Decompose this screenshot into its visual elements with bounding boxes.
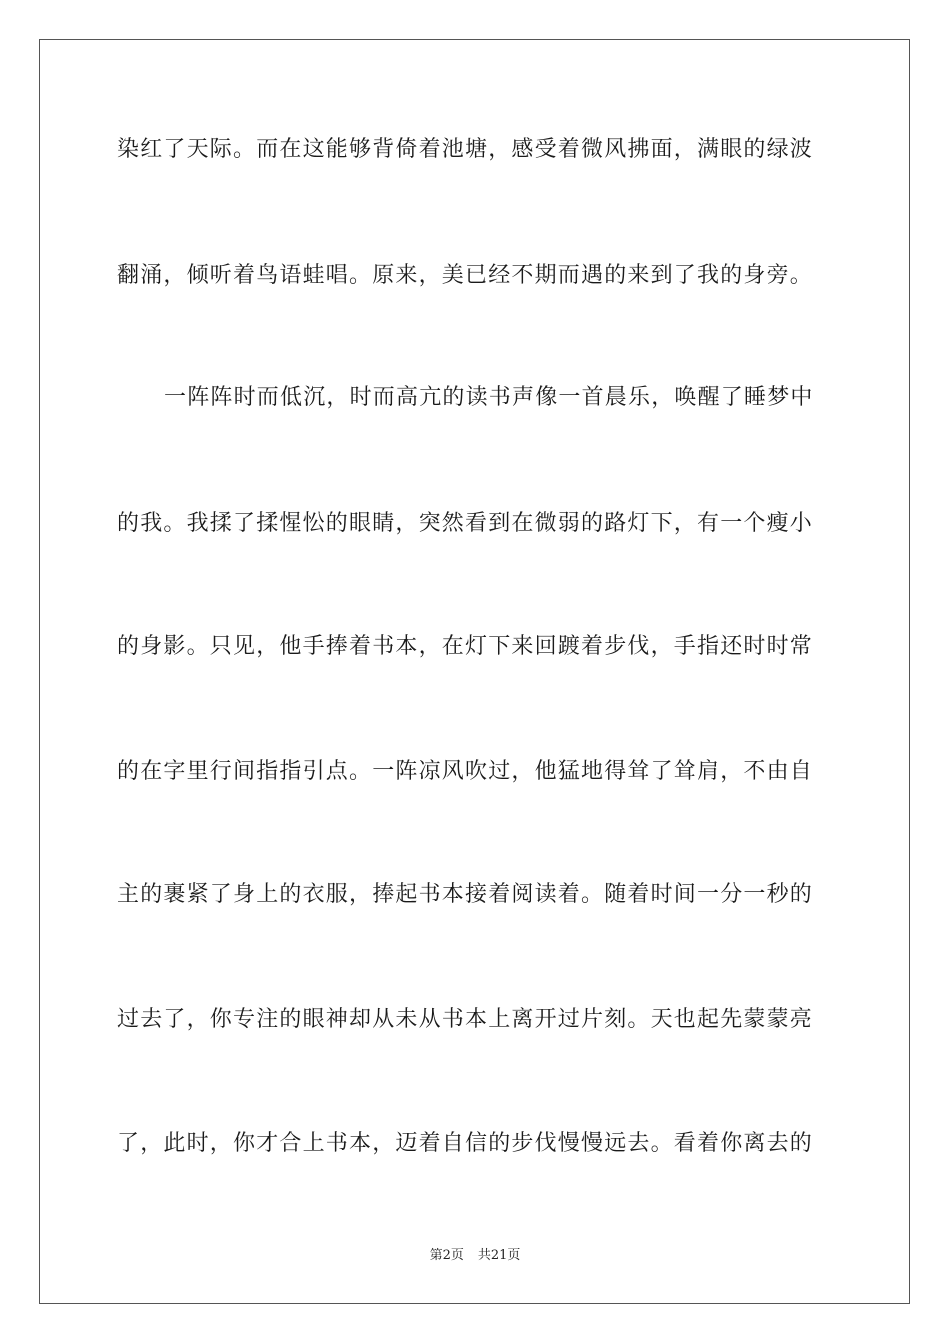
text-line: 过去了，你专注的眼神却从未从书本上离开过片刻。天也起先蒙蒙亮: [117, 1007, 814, 1032]
text-line: 主的裹紧了身上的衣服，捧起书本接着阅读着。随着时间一分一秒的: [117, 882, 814, 907]
page-footer: [0, 1246, 950, 1266]
text-line: 的身影。只见，他手捧着书本，在灯下来回踱着步伐，手指还时时常: [117, 634, 814, 659]
text-line: 染红了天际。而在这能够背倚着池塘，感受着微风拂面，满眼的绿波: [117, 137, 814, 162]
text-line: 的在字里行间指指引点。一阵凉风吹过，他猛地得耸了耸肩，不由自: [117, 759, 814, 784]
paragraph-start-line: 一阵阵时而低沉，时而高亢的读书声像一首晨乐，唤醒了睡梦中: [164, 385, 814, 410]
total-pages: 共21页: [477, 1248, 521, 1263]
page-frame: [39, 39, 910, 1304]
page-number: 第2页: [429, 1248, 464, 1263]
text-line: 的我。我揉了揉惺忪的眼睛，突然看到在微弱的路灯下，有一个瘦小: [117, 511, 814, 536]
text-line: 翻涌，倾听着鸟语蛙唱。原来，美已经不期而遇的来到了我的身旁。: [117, 263, 814, 288]
text-line: 了，此时，你才合上书本，迈着自信的步伐慢慢远去。看着你离去的: [117, 1131, 814, 1156]
